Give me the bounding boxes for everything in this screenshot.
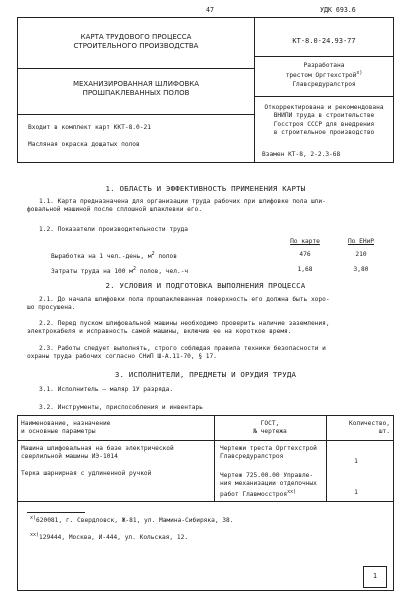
replaces-note: Взамен КТ-8, 2-2.3-68	[262, 151, 341, 158]
doc-code: КТ-8.0-24.93-77	[292, 37, 356, 45]
row-name: Машина шлифовальная на базе электрической сверлильной машины ИЭ-1014	[21, 445, 174, 461]
row-name: Терка шарнирная с удлиненной ручкой	[21, 470, 152, 477]
output-by-enir: 210	[355, 251, 367, 258]
set-name: Масляная окраска дощатых полов	[28, 141, 140, 148]
output-by-card: 476	[299, 251, 311, 258]
row-gost: Чертеж 725.00.00 Управле- ния механизации отделочных работ Главмосстроя$^{хх)}$	[220, 472, 317, 498]
table-head-gost: ГОСТ, № чертежа	[253, 420, 287, 436]
section1-title: 1. ОБЛАСТЬ И ЭФФЕКТИВНОСТЬ ПРИМЕНЕНИЯ КАРТЫ	[105, 184, 306, 193]
labor-by-card: 1,68	[297, 266, 313, 273]
section2-paragraph-2: 2.2. Перед пуском шлифовальной машины необходимо проверить наличие заземления, электрокабеля и исправность самой машины, включив ее на короткое время.	[27, 320, 330, 336]
section2-paragraph-3: 2.3. Работы следует выполнять, строго соблюдая правила техники безопасности и охраны труда рабочих согласно СНиП Ш-А.11-70, § 17.	[27, 345, 326, 361]
section1-paragraph-1: 1.1. Карта предназначена для организации труда рабочих при шлифовке пола шли- фовальной машиной после сплошной шпаклевки его.	[27, 198, 326, 214]
output-row-label: Выработка на 1 чел.-день, $м^2$ полов	[51, 251, 177, 261]
approval-info: Откорректирована и рекомендована ВНИПИ труда в строительстве Госстроя СССР для внедрения в строительное производство	[264, 104, 384, 137]
footnote-1: $^{х)}$620081, г. Свердловск, Ж-81, ул. Мамина-Сибиряка, 38.	[30, 515, 234, 525]
executor-line: 3.1. Исполнитель – маляр 1У разряда.	[39, 386, 174, 393]
section2-title: 2. УСЛОВИЯ И ПОДГОТОВКА ВЫПОЛНЕНИЯ ПРОЦЕССА	[105, 281, 306, 290]
productivity-label: 1.2. Показатели производительности труда	[39, 226, 189, 233]
row-gost: Чертежи треста Оргтехстрой Главсредуралстроя	[220, 445, 317, 461]
section2-paragraph-1: 2.1. До начала шлифовки пола прошпаклеванная поверхность его должна быть хоро- шо просушена.	[27, 296, 330, 312]
udk-code: УДК 693.6	[320, 6, 356, 14]
developer-info: Разработана трестом Оргтехстрой$^{х)}$ Главсредуралстроя	[285, 62, 363, 88]
footnote-2: $^{хх)}$129444, Москва, И-444, ул. Кольская, 12.	[30, 532, 189, 542]
card-title: КАРТА ТРУДОВОГО ПРОЦЕССА СТРОИТЕЛЬНОГО ПРОИЗВОДСТВА	[73, 33, 199, 51]
subject-title: МЕХАНИЗИРОВАННАЯ ШЛИФОВКА ПРОШПАКЛЕВАННЫХ ПОЛОВ	[72, 80, 200, 98]
section3-title: 3. ИСПОЛНИТЕЛИ, ПРЕДМЕТЫ И ОРУДИЯ ТРУДА	[114, 370, 297, 379]
labor-by-enir: 3,80	[353, 266, 369, 273]
col-by-card: По карте	[290, 238, 320, 245]
table-head-qty: Количество, шт.	[349, 420, 390, 436]
page-sheet-box: 1	[363, 566, 387, 588]
row-qty: 1	[354, 458, 358, 465]
tools-heading: 3.2. Инструменты, приспособления и инвентарь	[39, 404, 203, 411]
col-by-enir: По ЕНиР	[347, 238, 375, 245]
labor-row-label: Затраты труда на 100 $м^2$ полов, чел.-ч	[51, 266, 189, 276]
included-in-set: Входит в комплект карт ККТ-8.0-21	[28, 124, 151, 131]
table-head-name: Наименование, назначение и основные параметры	[21, 420, 111, 436]
row-qty: 1	[354, 489, 358, 496]
page-number: 47	[206, 6, 214, 14]
